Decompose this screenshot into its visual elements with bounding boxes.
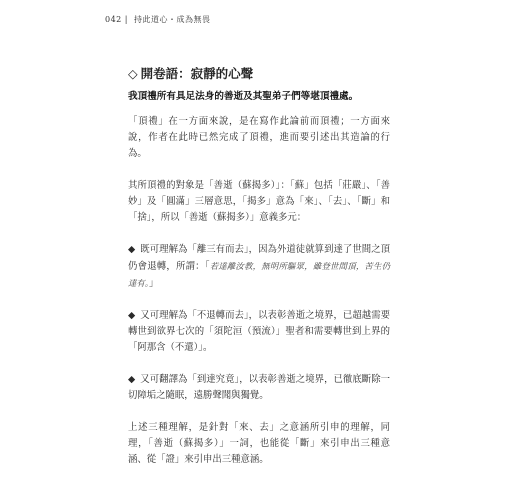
running-title: 持此道心・成為無畏 xyxy=(134,15,211,24)
section-title-text: 開卷語：寂靜的心聲 xyxy=(140,66,254,81)
paragraph-2: 其所頂禮的對象是「善逝（蘇揭多）」：「蘇」包括「莊嚴」、「善妙」及「圓滿」三層意思，「揭多」意為「來」、「去」、「斷」和「捨」，所以「善逝（蘇揭多）」意義多元： xyxy=(128,180,390,223)
bullet-item-2 xyxy=(128,308,390,356)
page-number: 042 xyxy=(105,15,122,24)
scripture-quote: 若達離汝教，無明所驅眾，雖登世間頂，苦生仍達有。 xyxy=(128,261,391,288)
bullet-diamond-icon: ◆ xyxy=(128,310,136,321)
closing-paragraph: 上述三種理解，是針對「來、去」之意涵所引申的理解，同理，「善逝（蘇揭多）」一詞，也能從「斷」來引申出三種意涵、從「證」來引申出三種意涵。 xyxy=(128,422,390,465)
section-title xyxy=(128,64,390,82)
page-body xyxy=(128,64,390,484)
bullet-text: 又可理解為「不退轉而去」，以表彰善逝之境界，已超越需要轉世到欲界七次的「須陀洹（預流）」聖者和需要轉世到上界的「阿那含（不還）」。 xyxy=(128,310,390,353)
bullet-diamond-icon: ◆ xyxy=(128,374,136,385)
bullet-text: 又可翻譯為「到達究竟」，以表彰善逝之境界，已徹底斷除一切障垢之隨眠，遠勝聲聞與獨覺。 xyxy=(128,374,390,401)
quote-close: 」 xyxy=(148,278,159,289)
bullet-item-1 xyxy=(128,242,390,292)
diamond-icon: ◇ xyxy=(128,66,138,81)
bullet-diamond-icon: ◆ xyxy=(128,244,136,255)
paragraph-1: 「頂禮」在一方面來說，是在寫作此論前而頂禮；一方面來說，作者在此時已然完成了頂禮，進而要引述出其造論的行為。 xyxy=(128,116,390,159)
bullet-item-3 xyxy=(128,372,390,404)
running-header xyxy=(105,14,211,25)
bullet-text: 既可理解為「離三有而去」，因為外道徒就算到達了世間之頂仍會退轉，所謂：「 xyxy=(128,244,390,272)
section-subtitle: 我頂禮所有具足法身的善逝及其聖弟子們等堪頂禮處。 xyxy=(128,91,359,102)
header-separator: | xyxy=(124,15,128,24)
